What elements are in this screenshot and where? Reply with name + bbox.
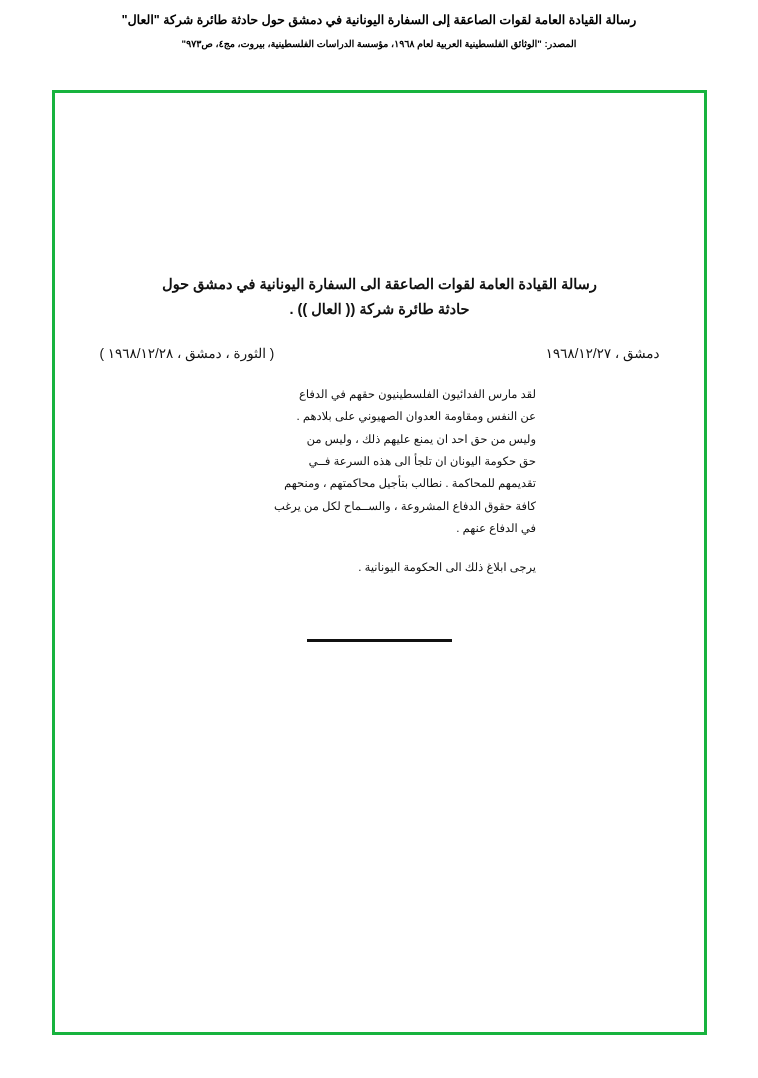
letter-reference: ( الثورة ، دمشق ، ١٩٦٨/١٢/٢٨ ) <box>99 345 275 361</box>
letter-dateline <box>100 346 660 362</box>
source-citation: المصدر: "الوثائق الفلسطينية العربية لعام ١٩٦٨، مؤسسة الدراسات الفلسطينية، بيروت، مج٤، ص٩٧٣" <box>181 38 577 50</box>
letter-body <box>55 273 704 642</box>
paragraph-1-line-4: حق حكومة اليونان ان تلجأ الى هذه السرعة فــي <box>308 456 536 469</box>
letter-date: دمشق ، ١٩٦٨/١٢/٢٧ <box>545 345 660 361</box>
paragraph-2-line-1: يرجى ابلاغ ذلك الى الحكومة اليونانية . <box>358 561 536 574</box>
letter-heading-line-1: رسالة القيادة العامة لقوات الصاعقة الى السفارة اليونانية في دمشق حول <box>162 277 597 293</box>
letter-heading <box>110 273 650 324</box>
letter-paragraphs <box>206 384 536 579</box>
page-title: رسالة القيادة العامة لقوات الصاعقة إلى السفارة اليونانية في دمشق حول حادثة طائرة شركة "العال" <box>121 13 637 27</box>
letter-paragraph-1 <box>206 384 536 541</box>
document-header <box>0 0 758 50</box>
letter-heading-line-2: حادثة طائرة شركة (( العال )) . <box>289 302 470 319</box>
paragraph-1-line-1: لقد مارس الفدائيون الفلسطينيون حقهم في الدفاع <box>299 388 536 401</box>
paragraph-1-line-3: وليس من حق احد ان يمنع عليهم ذلك ، وليس من <box>306 433 536 446</box>
paragraph-1-line-2: عن النفس ومقاومة العدوان الصهيوني على بلادهم . <box>296 411 536 424</box>
letter-paragraph-2 <box>206 557 536 579</box>
scanned-document-frame <box>52 90 707 1035</box>
paragraph-1-line-5: تقديمهم للمحاكمة . نطالب بتأجيل محاكمتهم ، ومنحهم <box>284 478 536 491</box>
paragraph-1-line-7: في الدفاع عنهم . <box>456 523 536 536</box>
signature-rule <box>307 639 452 642</box>
paragraph-1-line-6: كافة حقوق الدفاع المشروعة ، والســماح لكل من يرغب <box>274 500 536 513</box>
